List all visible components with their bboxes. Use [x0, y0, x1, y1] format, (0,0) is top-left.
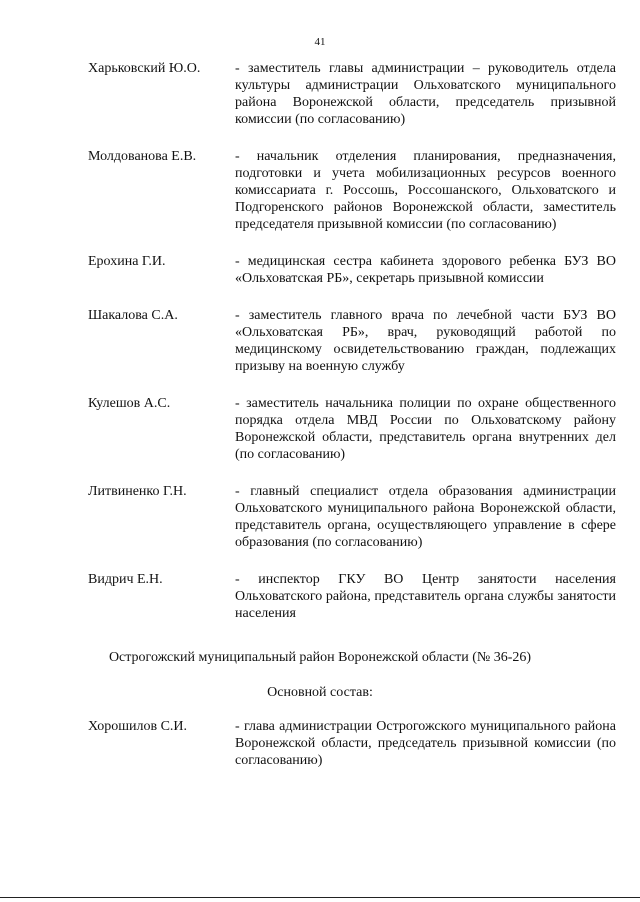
- member-position: - главный специалист отдела образования администрации Ольховатского муниципального района Воронежской области, представитель органа, осуществляющего управление в сфере образования (по согласованию): [235, 484, 616, 550]
- member-name: Ерохина Г.И.: [88, 254, 166, 269]
- member-position: - медицинская сестра кабинета здорового ребенка БУЗ ВО «Ольховатская РБ», секретарь призывной комиссии: [235, 254, 616, 286]
- member-entry: [88, 571, 616, 622]
- member-name: Литвиненко Г.Н.: [88, 484, 187, 499]
- member-position: - глава администрации Острогожского муниципального района Воронежской области, председатель призывной комиссии (по согласованию): [235, 719, 616, 768]
- member-name: Харьковский Ю.О.: [88, 61, 201, 76]
- member-position: - заместитель главы администрации – руководитель отдела культуры администрации Ольховатского муниципального района Воронежской области, председатель призывной комиссии (по согласованию): [235, 61, 616, 127]
- commission-members-list-2: [88, 718, 616, 789]
- page-number: 41: [314, 36, 326, 48]
- member-entry: [88, 483, 616, 551]
- commission-members-list: [88, 60, 616, 642]
- member-entry: [88, 307, 616, 375]
- member-position: - начальник отделения планирования, предназначения, подготовки и учета мобилизационных ресурсов военного комиссариата г. Россошь, Россошанского, Ольховатского и Подгоренского районов Воронежской области, заместитель председателя призывной комиссии (по согласованию): [235, 149, 616, 232]
- member-name: Молдованова Е.В.: [88, 149, 197, 164]
- member-entry: [88, 60, 616, 128]
- member-name: Видрич Е.Н.: [88, 572, 163, 587]
- member-position: - заместитель главного врача по лечебной части БУЗ ВО «Ольховатская РБ», врач, руководящий работой по медицинскому освидетельствованию граждан, подлежащих призыву на военную службу: [235, 308, 616, 374]
- member-name: Шакалова С.А.: [88, 308, 178, 323]
- member-name: Хорошилов С.И.: [88, 719, 188, 734]
- bottom-divider: [0, 897, 640, 898]
- member-entry: [88, 148, 616, 233]
- member-position: - инспектор ГКУ ВО Центр занятости населения Ольховатского района, представитель органа службы занятости населения: [235, 572, 616, 621]
- member-entry: [88, 253, 616, 287]
- section-subtitle: Основной состав:: [267, 685, 373, 700]
- member-entry: [88, 395, 616, 463]
- member-entry: [88, 718, 616, 769]
- section-title: Острогожский муниципальный район Воронежской области (№ 36-26): [108, 650, 532, 665]
- member-position: - заместитель начальника полиции по охране общественного порядка отдела МВД России по Ольховатскому району Воронежской области, представитель органа внутренних дел (по согласованию): [235, 396, 616, 462]
- member-name: Кулешов А.С.: [88, 396, 171, 411]
